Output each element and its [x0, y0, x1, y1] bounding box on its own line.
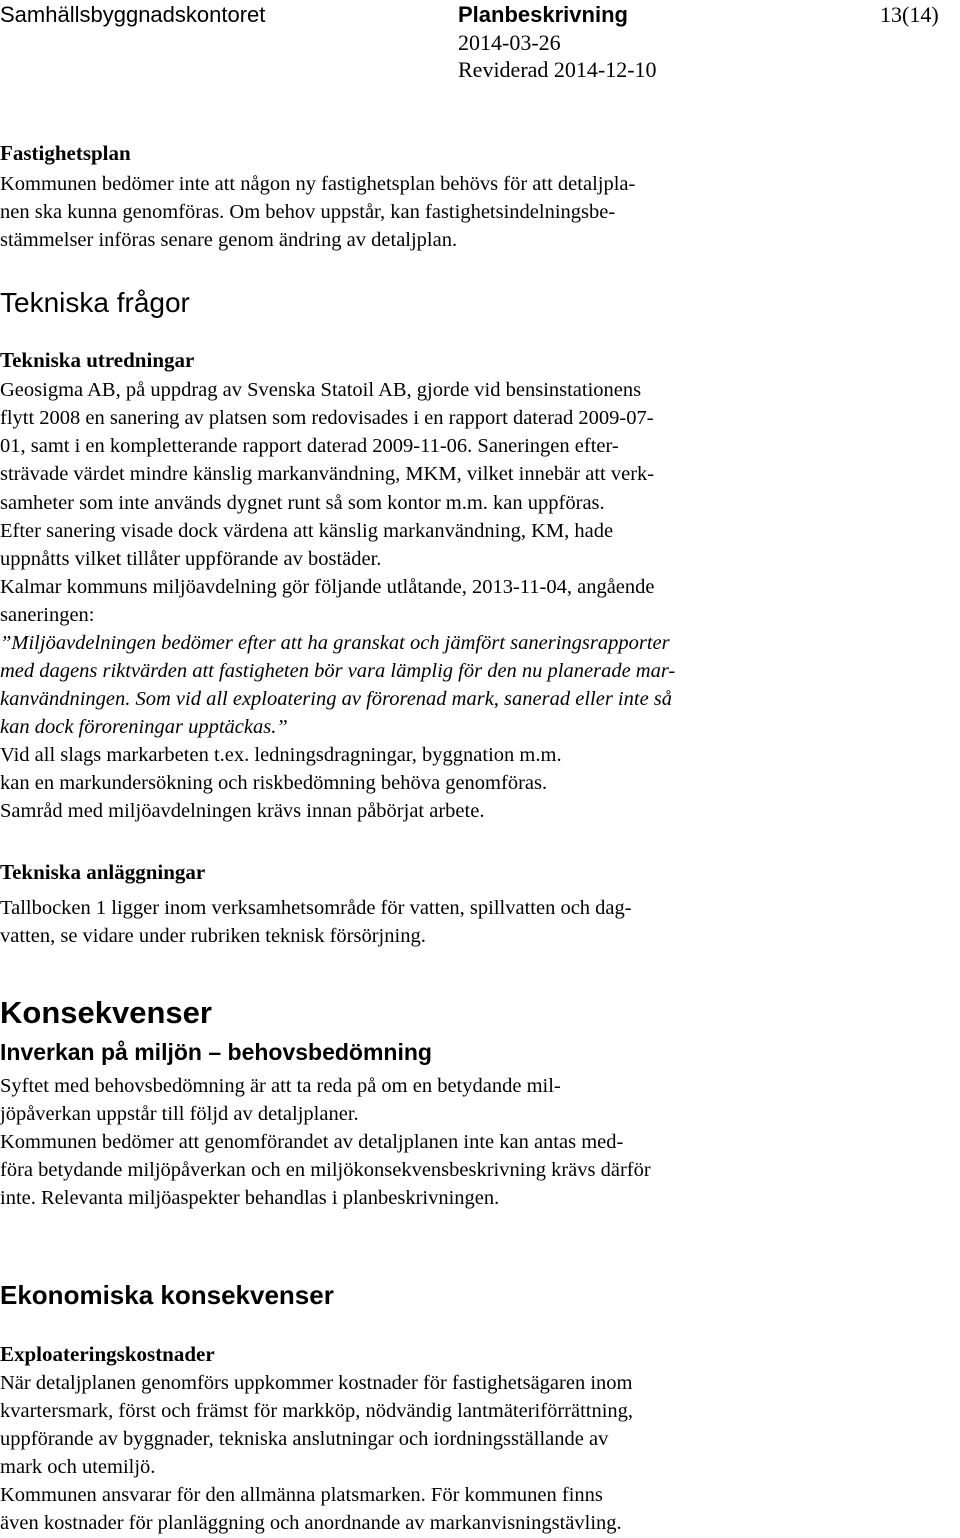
text-line: saneringen: — [0, 604, 95, 626]
text-line: 01, samt i en kompletterande rapport daterad 2009-11-06. Saneringen efter- — [0, 435, 619, 457]
text-line: föra betydande miljöpåverkan och en miljökonsekvensbeskrivning krävs därför — [0, 1159, 651, 1181]
subheading-exploateringskostnader: Exploateringskostnader — [0, 1342, 215, 1366]
text-line: uppnåtts vilket tillåter uppförande av bostäder. — [0, 548, 382, 570]
text-line: vatten, se vidare under rubriken teknisk försörjning. — [0, 925, 426, 947]
quote-line: med dagens riktvärden att fastigheten bör vara lämplig för den nu planerade mar- — [0, 660, 676, 682]
text-line: flytt 2008 en sanering av platsen som redovisades i en rapport daterad 2009-07- — [0, 407, 654, 429]
section-heading-konsekvenser: Konsekvenser — [0, 995, 212, 1030]
text-line: Efter sanering visade dock värdena att känslig markanvändning, KM, hade — [0, 520, 614, 542]
header-revised: Reviderad 2014-12-10 — [458, 57, 657, 82]
quote-line: kanvändningen. Som vid all exploatering av förorenad mark, sanerad eller inte så — [0, 688, 673, 710]
text-line: uppförande av byggnader, tekniska anslutningar och iordningsställande av — [0, 1428, 609, 1450]
text-line: Geosigma AB, på uppdrag av Svenska Statoil AB, gjorde vid bensinstationens — [0, 379, 642, 401]
section-heading-tekniska-fragor: Tekniska frågor — [0, 287, 190, 318]
header-date: 2014-03-26 — [458, 30, 561, 55]
section-heading-fastighetsplan: Fastighetsplan — [0, 141, 131, 165]
text-line: Syftet med behovsbedömning är att ta reda på om en betydande mil- — [0, 1075, 561, 1097]
text-line: Kalmar kommuns miljöavdelning gör följande utlåtande, 2013-11-04, angående — [0, 576, 655, 598]
text-line: samheter som inte används dygnet runt så som kontor m.m. kan uppföras. — [0, 492, 605, 514]
text-line: Kommunen bedömer inte att någon ny fastighetsplan behövs för att detaljpla- — [0, 173, 636, 195]
text-line: När detaljplanen genomförs uppkommer kostnader för fastighetsägaren inom — [0, 1372, 633, 1394]
text-line: stämmelser införas senare genom ändring av detaljplan. — [0, 229, 458, 251]
text-line: kvartersmark, först och främst för markköp, nödvändig lantmäteriförrättning, — [0, 1400, 634, 1422]
subheading-tekniska-anlaggningar: Tekniska anläggningar — [0, 860, 206, 884]
subheading-tekniska-utredningar: Tekniska utredningar — [0, 348, 195, 372]
text-line: Samråd med miljöavdelningen krävs innan påbörjat arbete. — [0, 800, 485, 822]
text-line: kan en markundersökning och riskbedömning behöva genomföras. — [0, 772, 548, 794]
text-line: även kostnader för planläggning och anordnande av markanvisningstävling. — [0, 1512, 622, 1534]
text-line: nen ska kunna genomföras. Om behov uppstår, kan fastighetsindelningsbe- — [0, 201, 616, 223]
text-line: Kommunen bedömer att genomförandet av detaljplanen inte kan antas med- — [0, 1131, 624, 1153]
text-line: Tallbocken 1 ligger inom verksamhetsområde för vatten, spillvatten och dag- — [0, 897, 632, 919]
header-doc-type: Planbeskrivning — [458, 2, 628, 27]
text-line: Vid all slags markarbeten t.ex. ledningsdragningar, byggnation m.m. — [0, 744, 562, 766]
header-page-number: 13(14) — [880, 2, 939, 27]
header-office: Samhällsbyggnadskontoret — [0, 2, 266, 27]
text-line: strävade värdet mindre känslig markanvändning, MKM, vilket innebär att verk- — [0, 463, 655, 485]
text-line: jöpåverkan uppstår till följd av detaljplaner. — [0, 1103, 359, 1125]
section-heading-ekonomiska-konsekvenser: Ekonomiska konsekvenser — [0, 1280, 334, 1310]
text-line: Kommunen ansvarar för den allmänna platsmarken. För kommunen finns — [0, 1484, 603, 1506]
text-line: inte. Relevanta miljöaspekter behandlas i planbeskrivningen. — [0, 1187, 500, 1209]
subheading-inverkan-pa-miljon: Inverkan på miljön – behovsbedömning — [0, 1039, 432, 1065]
quote-line: kan dock föroreningar upptäckas.” — [0, 716, 288, 738]
quote-line: ”Miljöavdelningen bedömer efter att ha granskat och jämfört saneringsrapporter — [0, 632, 670, 654]
text-line: mark och utemiljö. — [0, 1456, 156, 1478]
